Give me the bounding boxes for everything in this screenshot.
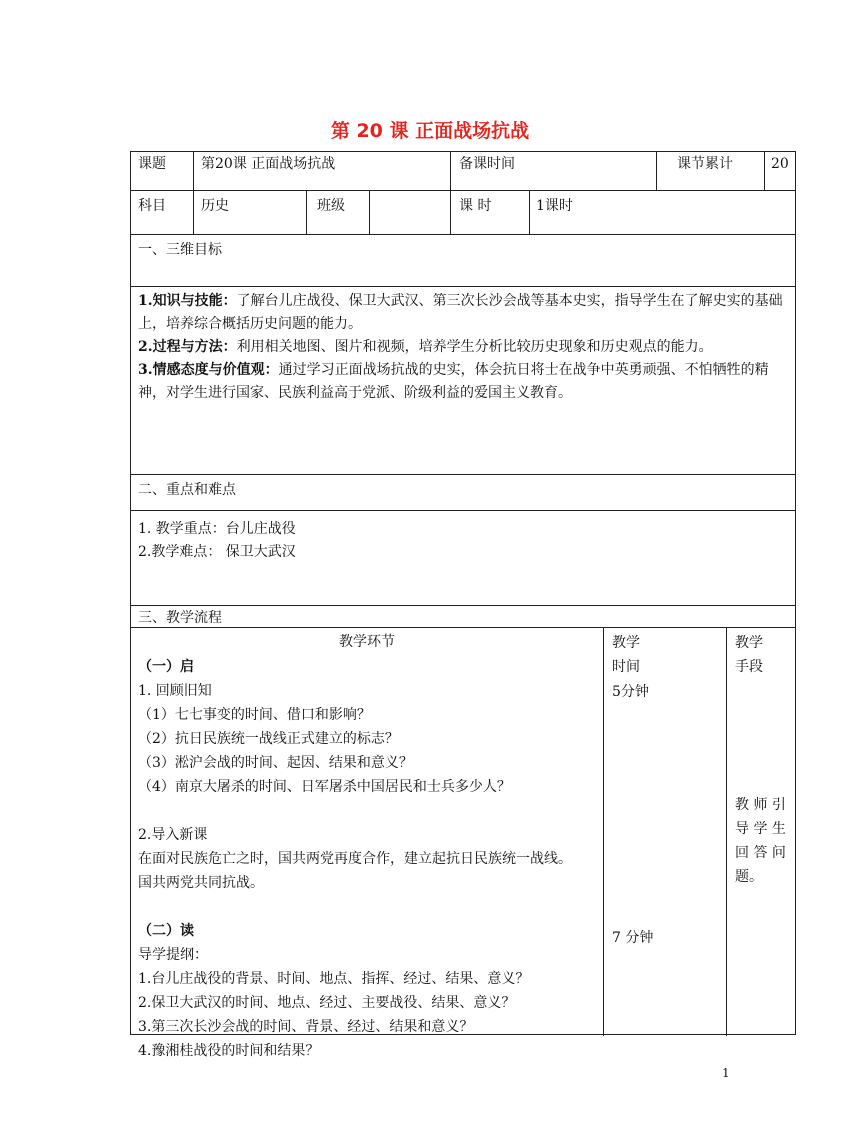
key-heading: 二、重点和难点 (138, 482, 236, 498)
flow-heading: 三、教学流程 (138, 610, 222, 626)
flow-line: 1. 回顾旧知 (138, 683, 212, 699)
goal-item: 2.过程与方法：利用相关地图、图片和视频，培养学生分析比较历史现象和历史观点的能力。 (138, 339, 713, 355)
lesson-table (130, 151, 796, 1059)
goal-item: 3.情感态度与价值观：通过学习正面战场抗战的史实，体会抗日将士在战争中英勇顽强、不怕牺牲的精神，对学生进行国家、民族利益高于党派、阶级利益的爱国主义教育。 (138, 362, 769, 401)
goal-item: 1.知识与技能：了解台儿庄战役、保卫大武汉、第三次长沙会战等基本史实，指导学生在了解史实的基础上，培养综合概括历史问题的能力。 (138, 293, 783, 332)
key-point: 1. 教学重点：台儿庄战役 (138, 521, 296, 537)
label-subject: 科目 (138, 198, 166, 214)
page-number: 1 (722, 1066, 730, 1080)
goals-heading: 一、三维目标 (138, 242, 222, 258)
total-value: 20 (771, 156, 789, 172)
flow-line: 2.保卫大武汉的时间、地点、经过、主要战役、结果、意义？ (138, 995, 516, 1011)
time-review: 5分钟 (612, 684, 649, 700)
goals-list (138, 290, 790, 405)
label-course: 课题 (138, 156, 166, 172)
label-hours: 课 时 (459, 198, 492, 214)
flow-line: （1）七七事变的时间、借口和影响？ (138, 707, 371, 723)
flow-line: （一）启 (138, 659, 194, 675)
difficult-point: 2.教学难点： 保卫大武汉 (138, 544, 296, 560)
subject-value: 历史 (201, 198, 229, 214)
hours-value: 1课时 (536, 198, 573, 214)
flow-line: 3.第三次长沙会战的时间、背景、经过、结果和意义？ (138, 1019, 474, 1035)
col-teaching-time: 教学 时间 (612, 635, 640, 675)
flow-line: （4）南京大屠杀的时间、日军屠杀中国居民和士兵多少人？ (138, 779, 511, 795)
flow-line: 4.豫湘桂战役的时间和结果？ (138, 1043, 320, 1059)
flow-line: （2）抗日民族统一战线正式建立的标志？ (138, 731, 399, 747)
flow-line (138, 799, 600, 823)
label-class: 班级 (317, 198, 345, 214)
means-text: 教 师 引 导 学 生 回 答 问 题。 (735, 797, 786, 885)
flow-line: 国共两党共同抗战。 (138, 875, 264, 891)
flow-line: （二）读 (138, 923, 194, 939)
col-teaching-means: 教学 手段 (735, 635, 763, 675)
col-teaching-stage: 教学环节 (339, 634, 395, 650)
flow-line: 2.导入新课 (138, 827, 208, 843)
page-title: 第 20 课 正面战场抗战 (330, 120, 530, 142)
label-prep-time: 备课时间 (459, 156, 515, 172)
flow-line (138, 895, 600, 919)
flow-lines (138, 655, 600, 1063)
flow-line: 在面对民族危亡之时，国共两党再度合作，建立起抗日民族统一战线。 (138, 851, 572, 867)
label-total: 课节累计 (677, 156, 733, 172)
flow-line: 导学提纲： (138, 947, 208, 963)
time-reading: 7 分钟 (612, 930, 654, 946)
course-title: 第20课 正面战场抗战 (201, 156, 336, 172)
flow-line: （3）淞沪会战的时间、起因、结果和意义？ (138, 755, 413, 771)
flow-line: 1.台儿庄战役的背景、时间、地点、指挥、经过、结果、意义？ (138, 971, 530, 987)
